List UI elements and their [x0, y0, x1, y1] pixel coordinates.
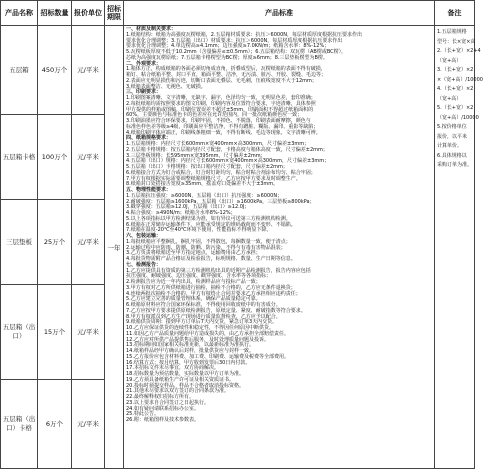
remarks-line: 报价，以平米 — [437, 133, 468, 140]
standard-line: 17.本招标文件未尽事宜，双方协商解决。 — [126, 365, 219, 372]
remarks-line: 型号：长×宽×高 — [437, 38, 476, 45]
standard-line: 24.如有疑问请联系招标办公室。 — [126, 405, 199, 412]
standard-line: 1.乙方应提供具有资质的第三方检测机构出具的近期产品检测报告，报告内容应包括 — [126, 267, 311, 274]
standard-line: 19.乙方须具备纸箱生产许可证及相关资质证书。 — [126, 376, 234, 383]
standard-line: 1.五层箱规格：内径尺寸长600mm×宽400mm×高300mm，尺寸偏差±3mm； — [126, 141, 310, 147]
standard-line: 2.检测报告应为近一年内出具，检测样品应与投标产品一致； — [126, 279, 261, 285]
standard-line: 6.纸箱原材料应符合国家环保标准，不得使用回收废纸中的有害成分。 — [126, 302, 281, 308]
standard-line: 6.纸箱在正常储存运输条件下，应能承受规定的堆码载荷而不变形、不塌陷。 — [126, 221, 296, 228]
header-term: 招标期限 — [105, 1, 124, 26]
standard-line: 6.纸箱接合方式为钉合或粘合，钉合时钉距均匀，粘合时粘合剂涂布均匀、粘合牢固； — [126, 169, 316, 176]
standard-line: 3.印刷油墨应符合环保要求，印刷牢固，不掉色、不脱落，印刷表面耐摩擦，颜色与 — [126, 118, 311, 124]
standard-line: 9.纸箱供货周期：接到甲方订单后7天内交货，紧急订单3天内交货。 — [126, 319, 278, 326]
standard-line: 4.五层箱（出口）规格：内径尺寸长600mm×宽400mm×高300mm，尺寸偏差±3mm； — [126, 158, 330, 165]
standard-line: 10.乙方应保证供货的连续性和稳定性，不得因任何原因中断供货。 — [126, 325, 274, 331]
product-name: 五层箱（出口）卡格 — [1, 380, 38, 469]
standard-line: 4.连续两批次抽检不合格的，甲方有权终止合同并要求乙方承担相应违约责任； — [126, 290, 301, 297]
standard-line: 1.纸箱结构：纸箱为高强度瓦楞纸箱，2.五层箱材质要求：抗压＞6000N，每层材质厚度根据抗压要求作出 — [126, 31, 363, 38]
standard-line: 1.箱体方正，构成纸箱的各面必须切角成直角，折叠成型后，瓦楞纸箱的表面不得有破损， — [126, 66, 326, 73]
product-name: 五层箱卡格 — [1, 115, 38, 200]
standard-line: 1.印刷图案清晰、文字清晰，无缺字、漏字，色泽均匀一致，无明显色差，套印准确； — [126, 95, 316, 101]
standard-section-heading: 二、外观要求： — [126, 60, 162, 67]
standard-line: 5.五层箱（出口）卡格规格：按出口箱内径尺寸配套，尺寸偏差±2mm； — [126, 164, 288, 170]
standard-line: 26.附：纸箱图样及技术参数表。 — [126, 417, 199, 423]
standard-line: 2.每批纸箱均需按照要求的图文印刷，印刷内容及位置符合要求，字迹清晰，具体参照 — [126, 100, 316, 107]
standard-section-heading: 四、纸箱规格要求： — [126, 135, 172, 142]
remarks-line: 2.（长+宽）×2+4 — [437, 48, 481, 54]
standard-line: 25.特此公告。 — [126, 411, 159, 418]
standard-section-heading: 三、印刷要求： — [126, 89, 162, 96]
standard-line: 1.每批纸箱应平整捆扎，捆扎牢固，不得散包，每捆数量一致，便于清点； — [126, 238, 291, 245]
standard-line: 4.纸箱印刷字体应端正，印刷线条粗细一致，不得有断线、毛边等现象，文字清晰可辨。 — [126, 129, 321, 136]
standard-line: 要求优化合理调整；3.五层箱（出口）材质要求：抗压＞6000N，每层材质厚度根据抗压要求作出 — [126, 37, 343, 44]
standard-line: 60%，主要颜色与标准色卡的色差应在允许范围内，同一批次纸箱颜色应一致； — [126, 112, 303, 119]
product-quantity: 25万个 — [38, 200, 72, 285]
standard-line: 23.以上要求自合同签订之日起执行。 — [126, 399, 209, 406]
remarks-line: （宽+高）/10000 — [437, 114, 479, 121]
standard-line: 15.乙方报价应包含材料费、加工费、印刷费、运输费及税费等全部费用。 — [126, 353, 289, 360]
standard-line: 要求优化合理调整；4.单边楞高≥4.1mm；边压强度≥7.0KN/m；纸箱含水率：8%-12%； — [126, 43, 330, 50]
product-standard — [124, 26, 435, 469]
standard-line: 7.甲方有权根据实际需要调整纸箱规格尺寸，乙方应按甲方要求及时调整生产。 — [126, 175, 301, 182]
product-quantity: 450万个 — [38, 26, 72, 115]
standard-line: 8.甲方有权派员到乙方生产现场进行质量监督检查，乙方应予以配合。 — [126, 313, 281, 320]
remarks-line: （宽+高） — [437, 57, 462, 64]
header-remarks: 备注 — [435, 1, 475, 26]
standard-line: 7.纸箱在温度-20℃至40℃环境下使用，性能指标不得明显下降。 — [126, 227, 272, 234]
standard-line: 22.最终解释权归招标方所有。 — [126, 394, 194, 400]
standard-section-heading: 五、物理性能要求： — [126, 187, 172, 193]
standard-line: 3.乙方负责将纸箱送至甲方指定地点，运输费用由乙方承担； — [126, 250, 261, 257]
standard-line: 16.结算方式：按月结算，甲方收到发票后30日内付款。 — [126, 359, 251, 366]
header-price-unit: 报价单位 — [72, 1, 105, 26]
standard-section-heading: 一、材质及制关要求： — [126, 26, 177, 32]
header-row — [1, 1, 475, 26]
standard-line: 5.乙方应建立完善的质量管理体系，确保产品质量稳定可靠。 — [126, 296, 261, 303]
product-price-unit: 元/平米 — [72, 26, 105, 115]
remarks-line: （宽+高） — [437, 95, 462, 102]
standard-line: 芯纸为高强度瓦楞原纸；7.五层箱卡格楞型为BC楞；厚度≥6mm；8.三层垫板楞型为B楞。 — [126, 54, 328, 61]
standard-line: 14.纸箱样品经甲方确认后封样，批量供货应与封样一致。 — [126, 348, 254, 354]
standard-line: 甲方提供的样箱或图稿，印刷位置误差不超过±5mm，印刷面积不得超过纸箱面积的 — [126, 106, 314, 113]
standard-line: 21.其他未尽要求以双方签订的合同条款为准。 — [126, 388, 229, 395]
standard-line: 1.五层箱抗压强度：≥6000N，五层箱（出口）抗压强度：≥6000N； — [126, 192, 283, 199]
standard-line: 7.乙方应按甲方要求提供原纸检测报告，原纸定量、紧度、耐破指数等符合要求。 — [126, 307, 306, 314]
standard-section-heading: 六、包装运输： — [126, 233, 162, 239]
standard-line: 3.三层垫板规格：长595mm×宽395mm，尺寸偏差±2mm； — [126, 152, 266, 159]
product-name: 三层垫板 — [1, 200, 38, 285]
standard-line: 标准色样色差等级≥4级，印刷面应平整洁净，不得有蹭脏、糊版、漏印、重影等缺陷； — [126, 123, 319, 130]
standard-line: 4.粘合强度：≥490N/m；纸箱含水率8%-12%； — [126, 210, 236, 216]
standard-line: 2.耐破强度：五层箱≥1600kPa，五层箱（出口）≥1600kPa，三层垫板≥800kPa； — [126, 198, 315, 205]
product-price-unit: 元/平米 — [72, 115, 105, 200]
standard-line: 18.招标数量为预估数量，实际数量以甲方订单为准。 — [126, 371, 244, 377]
standard-line: 11.如因乙方产品质量问题给甲方造成损失的，由乙方承担全部赔偿责任。 — [126, 330, 289, 337]
product-name: 五层箱（出口） — [1, 285, 38, 380]
standard-line: 13.招标期间如国家相关标准更新，以最新标准为准执行。 — [126, 342, 254, 349]
remarks — [435, 26, 483, 469]
standard-line: 3.戳穿强度：五层箱≥12.0J，五层箱（出口）≥12.0J； — [126, 204, 250, 211]
product-price-unit: 元/平米 — [72, 380, 105, 469]
remarks-line: 1.五层箱规格 — [437, 29, 467, 35]
product-price-unit: 元/平米 — [72, 200, 105, 285]
standard-text — [126, 27, 432, 424]
product-name: 五层箱 — [1, 26, 38, 115]
standard-line: 3.纸箱表面整洁、无褪色、无破损。 — [126, 83, 206, 90]
standard-line: 2.表面应无明显损伤和污迹，切断口表面无叠层、无毛刺，压痕线宽度不大于12mm； — [126, 77, 317, 84]
remarks-text — [437, 28, 483, 171]
remarks-line: 3.（长+宽）×2 — [437, 67, 474, 73]
tender-term: 一年 — [105, 26, 124, 469]
remarks-line: 5.（长+宽）×2 — [437, 105, 474, 111]
header-standard: 产品标准 — [124, 1, 435, 26]
product-quantity: 6万个 — [38, 380, 72, 469]
standard-section-heading: 七、检测报告： — [126, 261, 162, 268]
table-row — [1, 26, 475, 115]
standard-line: 抗压强度、耐破强度、边压强度、戳穿强度、含水率等各项指标； — [126, 273, 272, 280]
product-quantity: 100万个 — [38, 115, 72, 200]
standard-line: 8.纸箱封口处搭接舌宽度≥35mm，摇盖对口处偏差不大于±3mm。 — [126, 181, 279, 188]
remarks-line: 6.具体规格以 — [437, 152, 467, 159]
header-quantity: 招标数量 — [38, 1, 72, 26]
header-product: 产品名称 — [1, 1, 38, 26]
product-quantity: 15万个 — [38, 285, 72, 380]
remarks-line: 5.按价格单位 — [437, 124, 467, 130]
standard-line: 12.乙方应对所供产品提供售后服务，及时处理质量问题及投诉。 — [126, 336, 269, 343]
standard-line: 5.瓦楞纸板厚度不低于10.2mm（含量偏差≤±0.5mm）；6.五层箱结构：双瓦楞（AB楞或BC楞）， — [126, 49, 347, 55]
standard-line: 5.以上各项指标以甲方检测结果为准，如有异议可送第三方检测机构检测。 — [126, 215, 291, 222]
standard-line: 2.五层箱卡格规格：按五层箱内径尺寸配套，卡格高度与箱体高度一致，尺寸偏差±2mm； — [126, 146, 328, 153]
standard-line: 2.运输过程中应防雨、防潮、防晒、防污染，不得与有毒有害物品混装； — [126, 244, 286, 251]
remarks-line: 4.（长+宽）×2 — [437, 86, 474, 92]
standard-line: 3.甲方有权对乙方所供纸箱进行抽检，抽检不合格的，乙方应无条件退换货； — [126, 284, 296, 291]
standard-line: 箱钉、粘合纸箱平整、封口平直，箱面平整、洁净，无污渍、脏污、开胶、裂缝、毛边等； — [126, 72, 327, 78]
product-price-unit: 元/平米 — [72, 285, 105, 380]
standard-line: 20.投标时须提交样品，样品不合格者取消投标资格。 — [126, 382, 244, 389]
standard-line: 4.每批货物需附产品合格证及检验报告，标明规格、数量、生产日期等信息。 — [126, 256, 296, 262]
remarks-line: 计算单价。 — [437, 143, 463, 149]
remarks-line: 采购订单为准。 — [437, 162, 473, 168]
remarks-line: ×（宽+高）/10000 — [437, 76, 483, 83]
